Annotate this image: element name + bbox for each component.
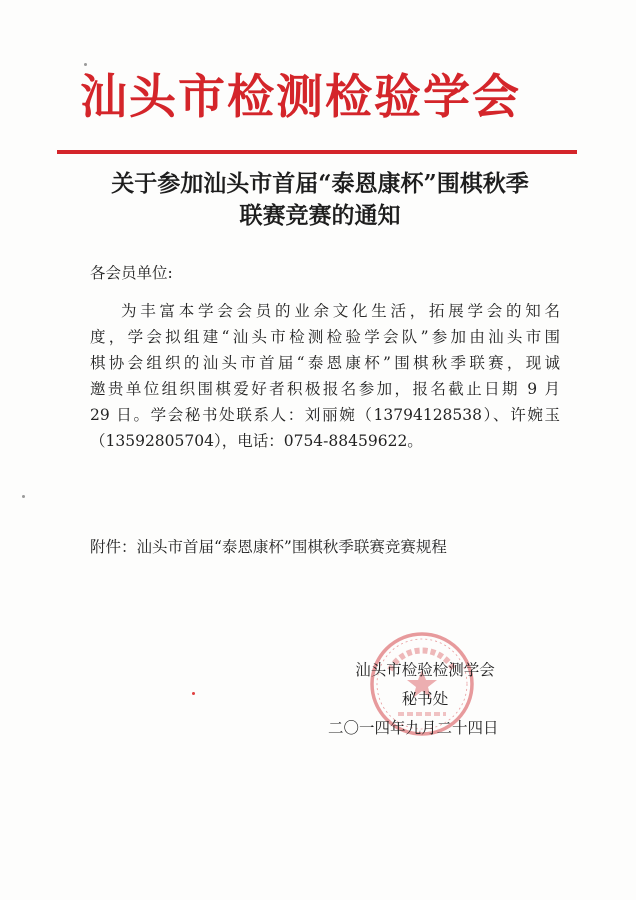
notice-title-line-1: 关于参加汕头市首届“泰恩康杯”围棋秋季 [111,170,529,197]
letterhead-red-rule [57,150,577,154]
body-line: 度，学会拟组建“汕头市检测检验学会队”参加由汕头市围 [90,328,560,346]
organization-letterhead: 汕头市检测检验学会 [80,70,521,125]
scan-speck [22,495,25,498]
body-line: 邀贵单位组织围棋爱好者积极报名参加，报名截止日期 9 月 [90,380,560,398]
body-line: （13592805704），电话：0754-88459622。 [90,432,423,450]
notice-body [90,298,560,454]
signature-organization: 汕头市检验检测学会 [355,661,495,679]
signature-office: 秘书处 [401,690,449,708]
scan-speck [84,63,87,66]
body-line: 棋协会组织的汕头市首届“泰恩康杯”围棋秋季联赛，现诚 [90,354,560,372]
notice-title [70,168,570,232]
salutation: 各会员单位: [90,264,173,282]
body-line: 为丰富本学会会员的业余文化生活，拓展学会的知名 [121,302,560,320]
body-line: 29 日。学会秘书处联系人：刘丽婉（13794128538）、许婉玉 [90,406,560,424]
signature-block [330,656,520,743]
attachment-note: 附件：汕头市首届“泰恩康杯”围棋秋季联赛竞赛规程 [90,538,447,556]
signature-date: 二〇一四年九月二十四日 [328,719,499,737]
scan-speck [192,692,195,695]
notice-title-line-2: 联赛竞赛的通知 [239,202,401,229]
